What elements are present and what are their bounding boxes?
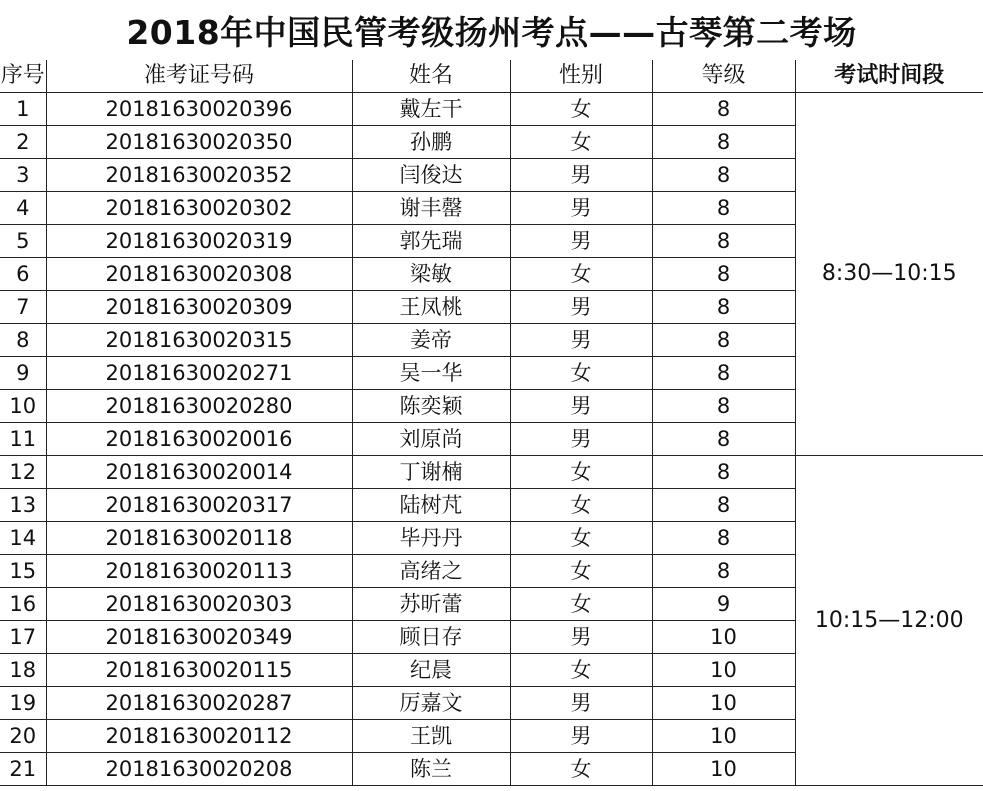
cell-seq: 21 — [0, 753, 46, 786]
cell-level: 8 — [652, 522, 795, 555]
cell-gender: 女 — [510, 522, 652, 555]
cell-name: 孙鹏 — [352, 126, 510, 159]
cell-seq: 4 — [0, 192, 46, 225]
cell-name: 王凤桃 — [352, 291, 510, 324]
cell-gender: 男 — [510, 324, 652, 357]
cell-gender: 女 — [510, 93, 652, 126]
cell-exam-number: 20181630020112 — [46, 720, 352, 753]
cell-level: 8 — [652, 423, 795, 456]
cell-seq: 20 — [0, 720, 46, 753]
cell-seq: 15 — [0, 555, 46, 588]
header-row — [0, 60, 983, 93]
cell-exam-number: 20181630020319 — [46, 225, 352, 258]
cell-gender: 男 — [510, 687, 652, 720]
cell-level: 10 — [652, 621, 795, 654]
cell-name: 纪晨 — [352, 654, 510, 687]
cell-seq: 14 — [0, 522, 46, 555]
cell-name: 王凯 — [352, 720, 510, 753]
cell-name: 陆树芃 — [352, 489, 510, 522]
cell-exam-number: 20181630020113 — [46, 555, 352, 588]
cell-exam-number: 20181630020396 — [46, 93, 352, 126]
cell-name: 闫俊达 — [352, 159, 510, 192]
cell-level: 8 — [652, 159, 795, 192]
cell-level: 10 — [652, 720, 795, 753]
cell-exam-number: 20181630020303 — [46, 588, 352, 621]
cell-name: 顾日存 — [352, 621, 510, 654]
cell-name: 姜帝 — [352, 324, 510, 357]
cell-exam-number: 20181630020317 — [46, 489, 352, 522]
cell-name: 毕丹丹 — [352, 522, 510, 555]
table-row — [0, 93, 983, 126]
cell-level: 8 — [652, 324, 795, 357]
cell-gender: 女 — [510, 456, 652, 489]
cell-gender: 男 — [510, 291, 652, 324]
cell-seq: 7 — [0, 291, 46, 324]
cell-level: 8 — [652, 192, 795, 225]
cell-time-slot: 8:30—10:15 — [795, 93, 983, 456]
cell-name: 谢丰罄 — [352, 192, 510, 225]
cell-gender: 男 — [510, 423, 652, 456]
cell-seq: 9 — [0, 357, 46, 390]
cell-name: 厉嘉文 — [352, 687, 510, 720]
cell-name: 刘原尚 — [352, 423, 510, 456]
cell-level: 8 — [652, 489, 795, 522]
cell-level: 10 — [652, 687, 795, 720]
cell-exam-number: 20181630020118 — [46, 522, 352, 555]
cell-exam-number: 20181630020014 — [46, 456, 352, 489]
cell-exam-number: 20181630020309 — [46, 291, 352, 324]
cell-exam-number: 20181630020208 — [46, 753, 352, 786]
cell-gender: 女 — [510, 489, 652, 522]
cell-exam-number: 20181630020350 — [46, 126, 352, 159]
cell-seq: 16 — [0, 588, 46, 621]
cell-seq: 13 — [0, 489, 46, 522]
cell-level: 10 — [652, 654, 795, 687]
cell-name: 丁谢楠 — [352, 456, 510, 489]
cell-seq: 2 — [0, 126, 46, 159]
cell-name: 戴左干 — [352, 93, 510, 126]
cell-name: 吴一华 — [352, 357, 510, 390]
cell-exam-number: 20181630020302 — [46, 192, 352, 225]
cell-seq: 1 — [0, 93, 46, 126]
cell-seq: 12 — [0, 456, 46, 489]
cell-gender: 女 — [510, 753, 652, 786]
header-exam-number: 准考证号码 — [46, 60, 352, 93]
cell-gender: 女 — [510, 126, 652, 159]
cell-exam-number: 20181630020349 — [46, 621, 352, 654]
header-time-slot: 考试时间段 — [795, 60, 983, 93]
cell-exam-number: 20181630020352 — [46, 159, 352, 192]
cell-seq: 11 — [0, 423, 46, 456]
cell-time-slot: 10:15—12:00 — [795, 456, 983, 786]
page-title: 2018年中国民管考级扬州考点——古琴第二考场 — [126, 12, 857, 52]
cell-seq: 18 — [0, 654, 46, 687]
cell-seq: 10 — [0, 390, 46, 423]
cell-seq: 6 — [0, 258, 46, 291]
cell-name: 陈奕颖 — [352, 390, 510, 423]
cell-seq: 8 — [0, 324, 46, 357]
cell-gender: 女 — [510, 588, 652, 621]
cell-name: 苏昕蕾 — [352, 588, 510, 621]
cell-gender: 男 — [510, 225, 652, 258]
cell-level: 8 — [652, 93, 795, 126]
cell-exam-number: 20181630020308 — [46, 258, 352, 291]
cell-level: 8 — [652, 126, 795, 159]
cell-gender: 男 — [510, 621, 652, 654]
cell-exam-number: 20181630020287 — [46, 687, 352, 720]
cell-level: 8 — [652, 390, 795, 423]
cell-gender: 男 — [510, 159, 652, 192]
cell-exam-number: 20181630020271 — [46, 357, 352, 390]
cell-level: 8 — [652, 555, 795, 588]
exam-schedule-table — [0, 60, 983, 786]
header-name: 姓名 — [352, 60, 510, 93]
cell-gender: 男 — [510, 390, 652, 423]
cell-name: 陈兰 — [352, 753, 510, 786]
cell-seq: 5 — [0, 225, 46, 258]
cell-gender: 男 — [510, 720, 652, 753]
cell-level: 8 — [652, 357, 795, 390]
header-seq: 序号 — [0, 60, 46, 93]
cell-level: 8 — [652, 258, 795, 291]
cell-exam-number: 20181630020315 — [46, 324, 352, 357]
cell-gender: 男 — [510, 192, 652, 225]
cell-seq: 17 — [0, 621, 46, 654]
cell-gender: 女 — [510, 555, 652, 588]
header-level: 等级 — [652, 60, 795, 93]
cell-name: 梁敏 — [352, 258, 510, 291]
cell-level: 8 — [652, 225, 795, 258]
cell-exam-number: 20181630020016 — [46, 423, 352, 456]
cell-level: 9 — [652, 588, 795, 621]
cell-name: 高绪之 — [352, 555, 510, 588]
cell-level: 10 — [652, 753, 795, 786]
cell-seq: 19 — [0, 687, 46, 720]
header-gender: 性别 — [510, 60, 652, 93]
cell-gender: 女 — [510, 357, 652, 390]
cell-gender: 女 — [510, 654, 652, 687]
cell-name: 郭先瑞 — [352, 225, 510, 258]
cell-exam-number: 20181630020115 — [46, 654, 352, 687]
table-row — [0, 456, 983, 489]
cell-level: 8 — [652, 456, 795, 489]
cell-seq: 3 — [0, 159, 46, 192]
cell-exam-number: 20181630020280 — [46, 390, 352, 423]
cell-level: 8 — [652, 291, 795, 324]
table-body — [0, 93, 983, 786]
cell-gender: 女 — [510, 258, 652, 291]
